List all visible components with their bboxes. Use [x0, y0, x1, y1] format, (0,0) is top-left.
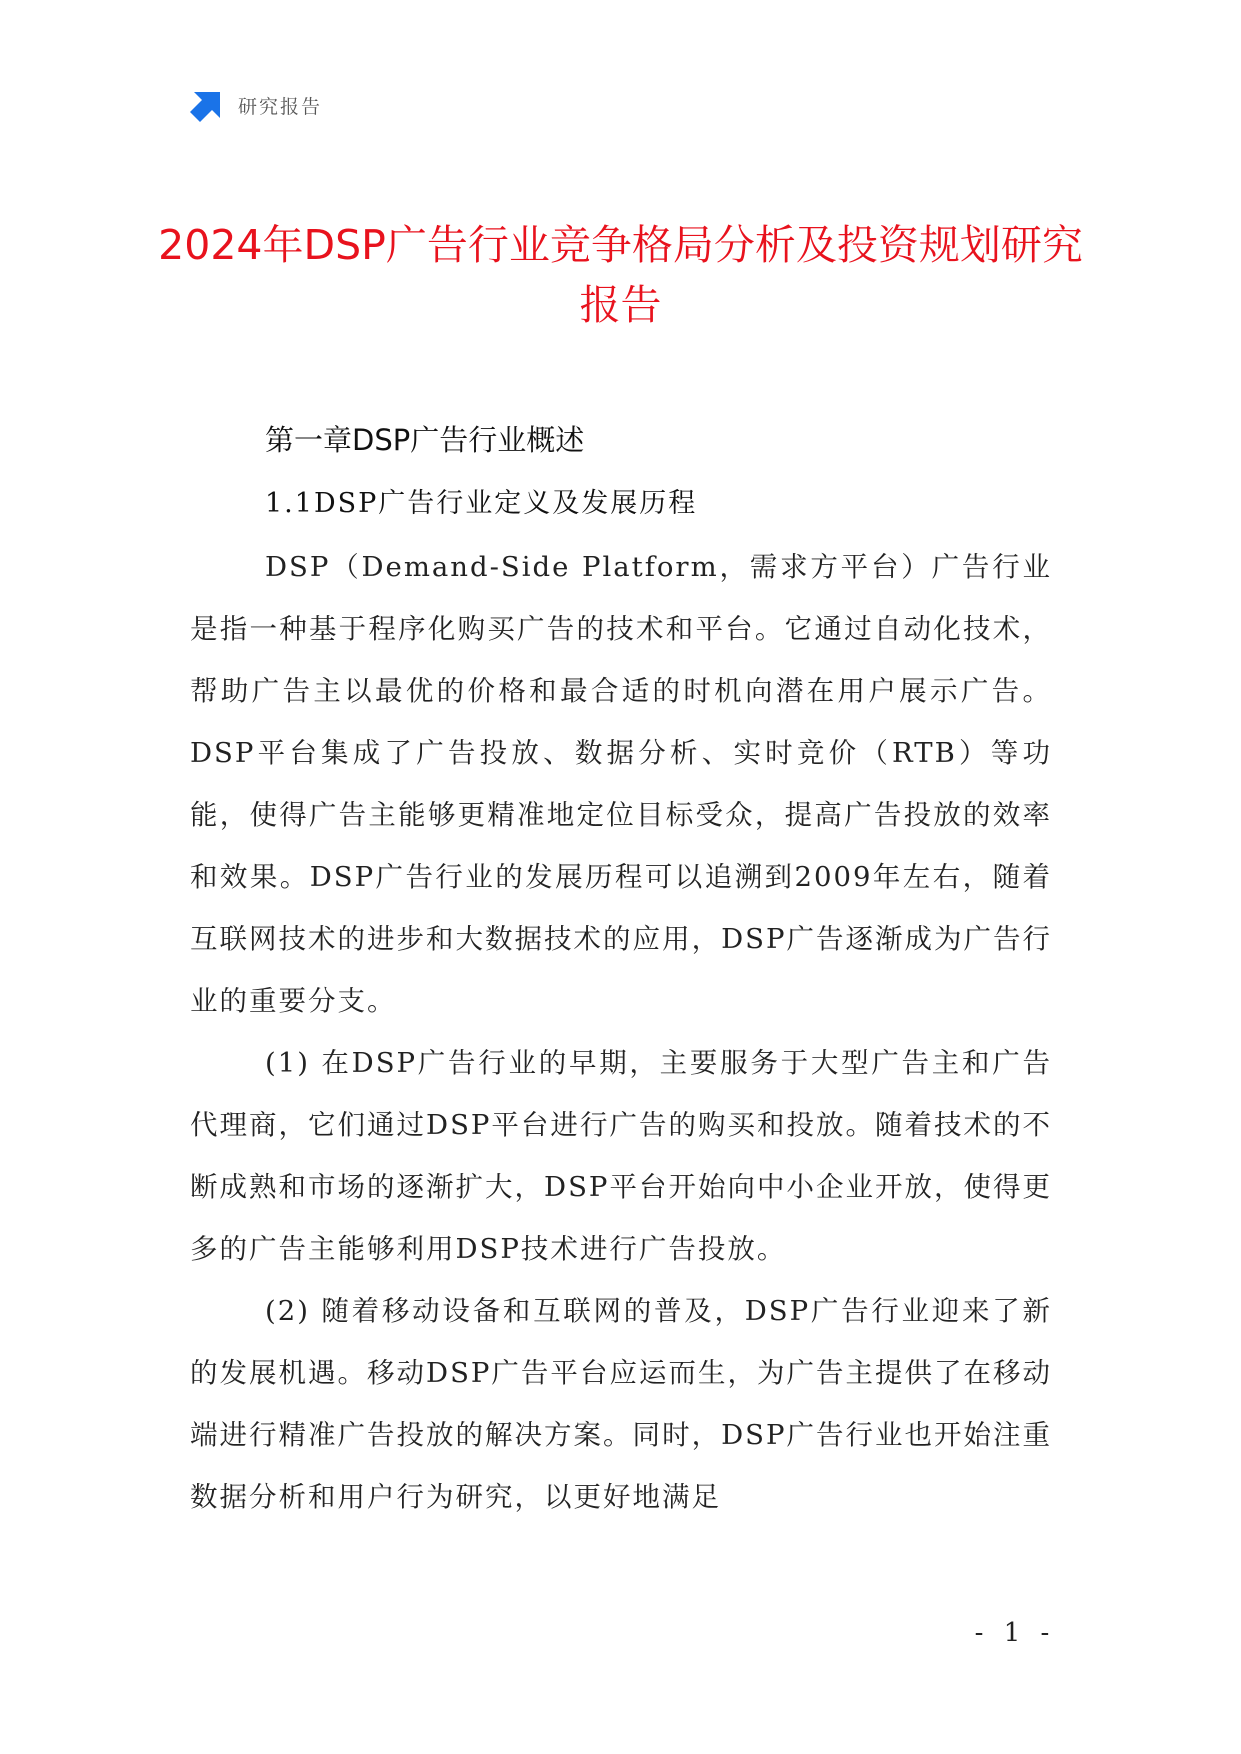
page-number: - 1 -	[974, 1618, 1056, 1648]
chapter-heading: 第一章DSP广告行业概述	[265, 423, 585, 457]
paragraph-definition: DSP（Demand-Side Platform，需求方平台）广告行业是指一种基于程序化购买广告的技术和平台。它通过自动化技术，帮助广告主以最优的价格和最合适的时机向潜在用户展示广告。DSP平台集成了广告投放、数据分析、实时竞价（RTB）等功能，使得广告主能够更精准地定位目标受众，提高广告投放的效率和效果。DSP广告行业的发展历程可以追溯到2009年左右，随着互联网技术的进步和大数据技术的应用，DSP广告逐渐成为广告行业的重要分支。	[190, 551, 1052, 1017]
document-title: 2024年DSP广告行业竞争格局分析及投资规划研究报告	[158, 221, 1083, 329]
arrow-logo-icon	[190, 88, 224, 122]
body-text	[190, 536, 1052, 1528]
paragraph-mobile-stage: (2) 随着移动设备和互联网的普及，DSP广告行业迎来了新的发展机遇。移动DSP广告平台应运而生，为广告主提供了在移动端进行精准广告投放的解决方案。同时，DSP广告行业也开始注重数据分析和用户行为研究，以更好地满足	[190, 1295, 1052, 1513]
paragraph-early-stage: (1) 在DSP广告行业的早期，主要服务于大型广告主和广告代理商，它们通过DSP平台进行广告的购买和投放。随着技术的不断成熟和市场的逐渐扩大，DSP平台开始向中小企业开放，使得更多的广告主能够利用DSP技术进行广告投放。	[190, 1047, 1052, 1265]
header-label: 研究报告	[238, 95, 323, 118]
report-header	[190, 88, 322, 122]
section-heading: 1.1DSP广告行业定义及发展历程	[265, 488, 698, 519]
